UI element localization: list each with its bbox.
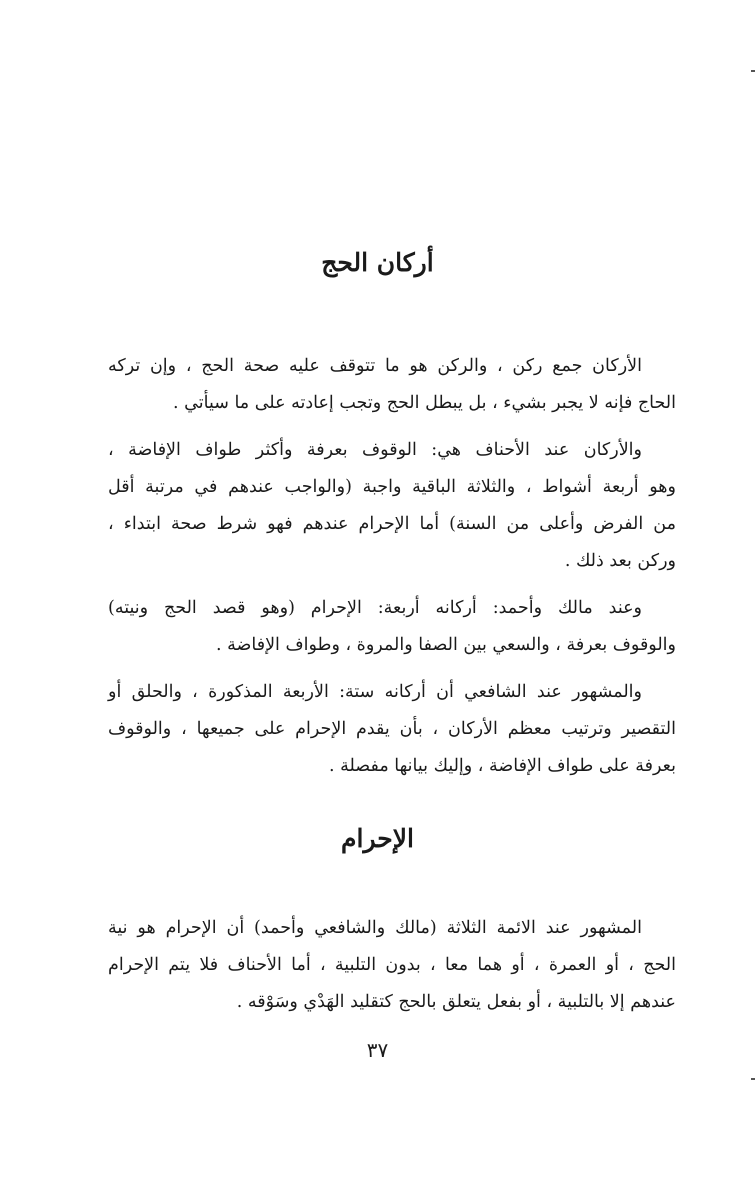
text-line: المشهور عند الائمة الثلاثة (مالك والشافعي وأحمد) أن الإحرام هو نية	[108, 918, 642, 938]
text-line: الحج ، أو العمرة ، أو هما معا ، بدون التلبية ، أما الأحناف فلا يتم الإحرام	[108, 955, 676, 975]
paragraph	[108, 590, 676, 664]
edge-mark	[751, 70, 755, 72]
text-line: الأركان جمع ركن ، والركن هو ما تتوقف عليه صحة الحج ، وإن تركه	[108, 356, 642, 376]
text-line: وهو أربعة أشواط ، والثلاثة الباقية واجبة (والواجب عندهم في مرتبة أقل	[108, 477, 676, 497]
text-line: والأركان عند الأحناف هي: الوقوف بعرفة وأكثر طواف الإفاضة ،	[108, 440, 642, 460]
paragraph	[108, 674, 676, 785]
text-line: والوقوف بعرفة ، والسعي بين الصفا والمروة ، وطواف الإفاضة .	[216, 635, 676, 655]
text-line: الحاج فإنه لا يجبر بشيء ، بل يبطل الحج وتجب إعادته على ما سيأتي .	[173, 393, 676, 413]
section-title-al-ihram: الإحرام	[341, 824, 414, 853]
page-number: ٣٧	[366, 1038, 389, 1062]
paragraph	[108, 910, 676, 1021]
section-body-arkan	[108, 348, 676, 785]
paragraph	[108, 432, 676, 580]
section-body-ihram	[108, 910, 676, 1021]
text-line: بعرفة على طواف الإفاضة ، وإليك بيانها مفصلة .	[328, 756, 676, 776]
section-title-arkan-al-hajj: أركان الحج	[321, 248, 434, 277]
text-line: التقصير وترتيب معظم الأركان ، بأن يقدم الإحرام على جميعها ، والوقوف	[108, 719, 676, 739]
text-line: وركن بعد ذلك .	[564, 551, 676, 571]
paragraph	[108, 348, 676, 422]
text-line: وعند مالك وأحمد: أركانه أربعة: الإحرام (وهو قصد الحج ونيته)	[108, 598, 642, 618]
text-line: والمشهور عند الشافعي أن أركانه ستة: الأربعة المذكورة ، والحلق أو	[108, 682, 642, 702]
text-line: عندهم إلا بالتلبية ، أو بفعل يتعلق بالحج كتقليد الهَدْي وسَوْقه .	[236, 992, 676, 1012]
text-line: من الفرض وأعلى من السنة) أما الإحرام عندهم فهو شرط صحة ابتداء ،	[108, 514, 676, 534]
edge-mark	[751, 1078, 755, 1080]
